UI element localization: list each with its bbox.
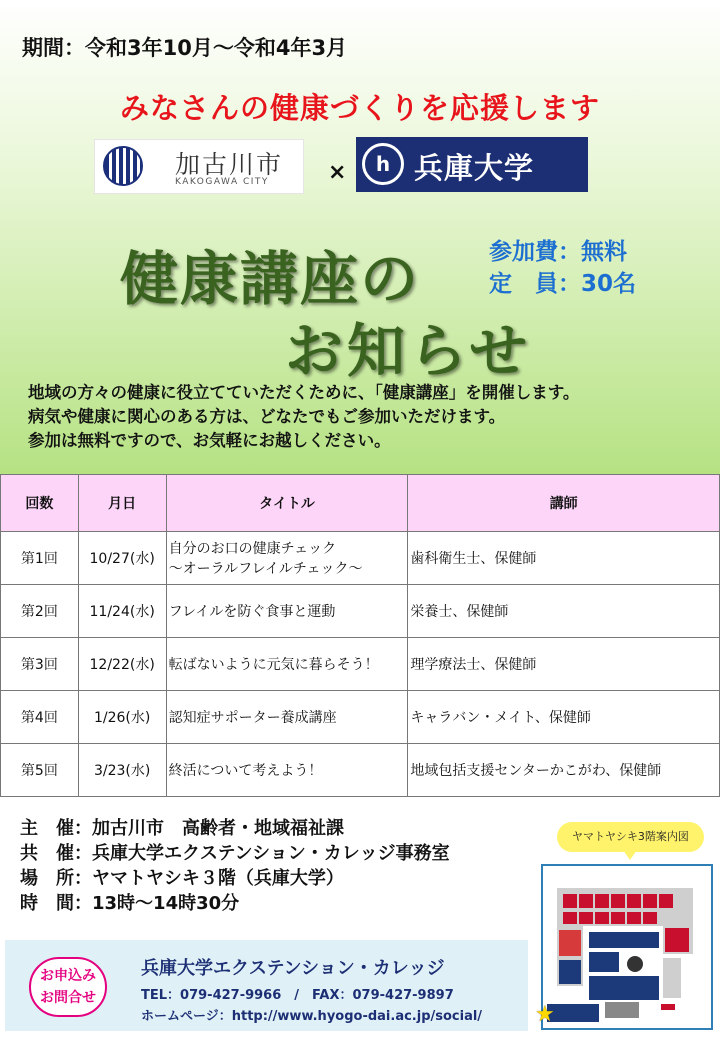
event-info	[20, 816, 450, 916]
collab-times-mark: ×	[328, 160, 347, 185]
kakogawa-logo-name: 加古川市	[175, 150, 284, 179]
hyogo-emblem-icon: h	[362, 143, 404, 185]
info-time: 時 間：13時～14時30分	[20, 893, 240, 914]
session-date: 12/22(水)	[78, 638, 166, 691]
session-title-sub: ～オーラルフレイルチェック～	[168, 561, 363, 577]
table-row	[1, 691, 720, 744]
session-date: 1/26(水)	[78, 691, 166, 744]
hyogo-logo-name: 兵庫大学	[414, 151, 535, 185]
floor-map	[541, 864, 713, 1030]
location-star-icon: ★	[535, 1002, 555, 1027]
session-number: 第5回	[1, 744, 79, 797]
header-instructor: 講師	[408, 475, 720, 532]
session-number: 第3回	[1, 638, 79, 691]
header-num: 回数	[1, 475, 79, 532]
fee-block	[489, 236, 636, 300]
session-number: 第2回	[1, 585, 79, 638]
header-date: 月日	[78, 475, 166, 532]
info-host: 主 催：加古川市 高齢者・地域福祉課	[20, 818, 344, 839]
period-text: 期間：令和3年10月～令和4年3月	[22, 36, 348, 60]
hyogo-university-logo	[356, 137, 588, 192]
contact-badge-line2: お問合せ	[40, 990, 96, 1006]
page-title-line1: 健康講座の	[120, 245, 421, 313]
session-title: フレイルを防ぐ食事と運動	[166, 585, 408, 638]
table-header-row	[1, 475, 720, 532]
schedule-table	[0, 474, 720, 797]
intro-line: 病気や健康に関心のある方は、どなたでもご参加いただけます。	[28, 407, 506, 426]
contact-org: 兵庫大学エクステンション・カレッジ	[141, 958, 445, 979]
table-row	[1, 585, 720, 638]
map-caption-bubble: ヤマトヤシキ3階案内図	[557, 822, 704, 852]
session-number: 第1回	[1, 532, 79, 585]
capacity-line: 定 員：30名	[489, 271, 637, 297]
session-title: 転ばないように元気に暮らそう！	[166, 638, 408, 691]
table-row	[1, 744, 720, 797]
contact-box	[5, 940, 528, 1031]
kakogawa-logo	[94, 139, 304, 194]
session-title: 認知症サポーター養成講座	[166, 691, 408, 744]
table-row	[1, 638, 720, 691]
session-title-main: 自分のお口の健康チェック	[168, 541, 337, 557]
session-date: 11/24(水)	[78, 585, 166, 638]
intro-line: 参加は無料ですので、お気軽にお越しください。	[28, 431, 391, 450]
kakogawa-logo-sub: KAKOGAWA CITY	[175, 177, 269, 187]
table-row	[1, 532, 720, 585]
session-instructor: 栄養士、保健師	[408, 585, 720, 638]
intro-line: 地域の方々の健康に役立てていただくために、「健康講座」を開催します。	[28, 383, 580, 402]
session-instructor: キャラバン・メイト、保健師	[408, 691, 720, 744]
kakogawa-emblem-icon	[103, 146, 143, 186]
session-title	[166, 532, 408, 585]
session-date: 10/27(水)	[78, 532, 166, 585]
page-title-line2: お知らせ	[285, 317, 532, 385]
floor-map-graphic	[543, 866, 711, 1028]
session-date: 3/23(水)	[78, 744, 166, 797]
headline: みなさんの健康づくりを応援します	[119, 91, 600, 125]
contact-tel-fax: TEL：079-427-9966 / FAX：079-427-9897	[141, 988, 454, 1003]
contact-badge	[29, 957, 107, 1017]
intro-text	[28, 381, 579, 453]
info-cohost: 共 催：兵庫大学エクステンション・カレッジ事務室	[20, 843, 450, 864]
contact-badge-line1: お申込み	[40, 968, 96, 984]
session-number: 第4回	[1, 691, 79, 744]
contact-homepage-link[interactable]: ホームページ：http://www.hyogo-dai.ac.jp/social/	[141, 1009, 483, 1024]
session-instructor: 歯科衛生士、保健師	[408, 532, 720, 585]
session-instructor: 理学療法士、保健師	[408, 638, 720, 691]
header-title: タイトル	[166, 475, 408, 532]
session-title: 終活について考えよう！	[166, 744, 408, 797]
info-place: 場 所：ヤマトヤシキ３階（兵庫大学）	[20, 868, 344, 889]
fee-line: 参加費：無料	[489, 239, 627, 265]
session-instructor: 地域包括支援センターかこがわ、保健師	[408, 744, 720, 797]
